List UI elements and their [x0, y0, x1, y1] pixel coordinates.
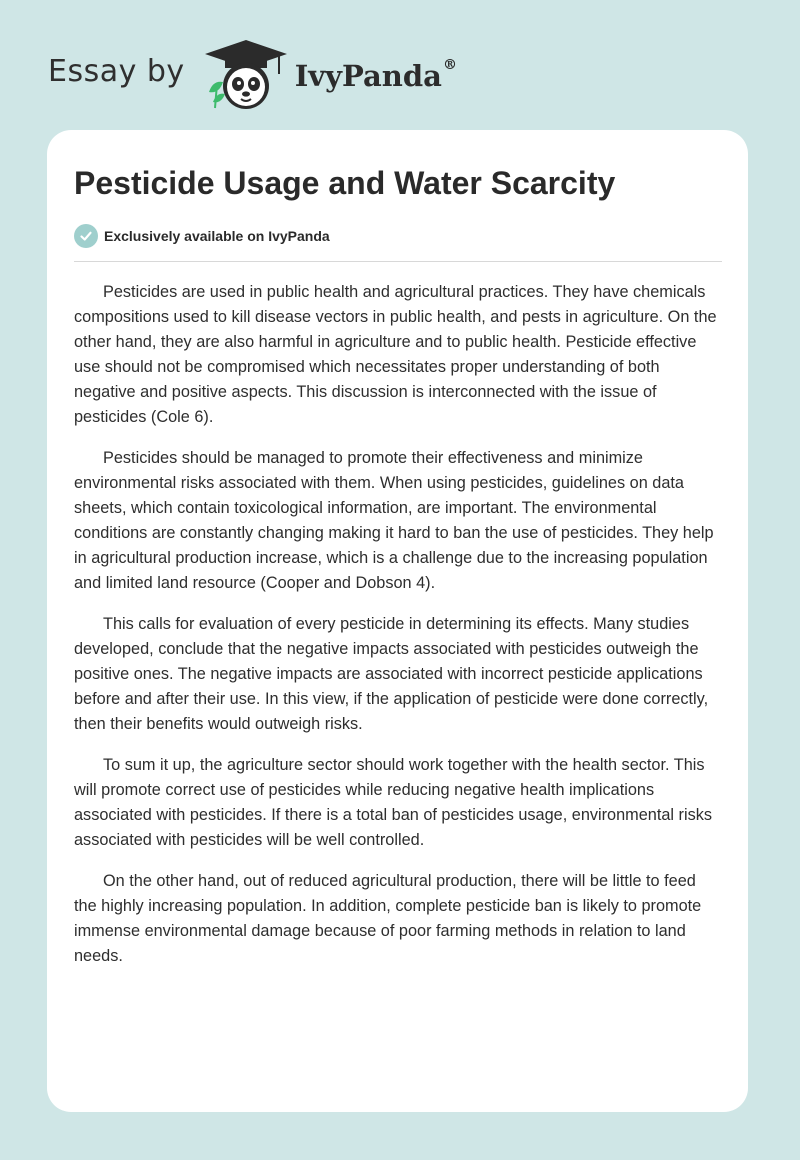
essay-card — [47, 130, 748, 1112]
panda-logo-icon[interactable] — [203, 36, 289, 112]
essay-by-label: Essay by — [48, 53, 185, 89]
paragraph: On the other hand, out of reduced agricultural production, there will be little to feed the highly increasing population. In addition, complete pesticide ban is likely to promote immense environmental damage because of poor farming methods in relation to land needs. — [74, 872, 702, 965]
paragraph: Pesticides are used in public health and agricultural practices. They have chemicals compositions used to kill disease vectors in public health, and pests in agriculture. On the other hand, they are also harmful in agriculture and to public health. Pesticide effective use should not be compromised which necessitates proper understanding of both negative and positive aspects. This discussion is interconnected with the issue of pesticides (Cole 6). — [74, 283, 717, 426]
exclusive-badge — [74, 223, 722, 262]
brand-text: IvyPanda — [294, 59, 442, 93]
site-header — [48, 34, 457, 114]
page-title: Pesticide Usage and Water Scarcity — [74, 165, 616, 201]
brand-name[interactable] — [295, 59, 457, 93]
check-icon — [74, 224, 98, 248]
paragraph: To sum it up, the agriculture sector should work together with the health sector. This will promote correct use of pesticides while reducing negative health implications associated with pesticides. If there is a total ban of pesticides usage, environmental risks associated with pesticides will be well controlled. — [74, 756, 713, 849]
paragraph: This calls for evaluation of every pesticide in determining its effects. Many studies developed, conclude that the negative impacts associated with pesticides outweigh the positive ones. The negative impacts are associated with incorrect pesticide applications before and after their use. In this view, if the application of pesticide were done correctly, then their benefits would outweigh risks. — [74, 615, 709, 733]
registered-mark: ® — [442, 57, 457, 73]
badge-label: Exclusively available on IvyPanda — [104, 228, 330, 244]
paragraph: Pesticides should be managed to promote their effectiveness and minimize environmental risks associated with them. When using pesticides, guidelines on data sheets, which contain toxicological information, are important. The environmental conditions are constantly changing making it hard to ban the use of pesticides. They help in agricultural production increase, which is a challenge due to the increasing population and limited land resource (Cooper and Dobson 4). — [74, 449, 714, 592]
